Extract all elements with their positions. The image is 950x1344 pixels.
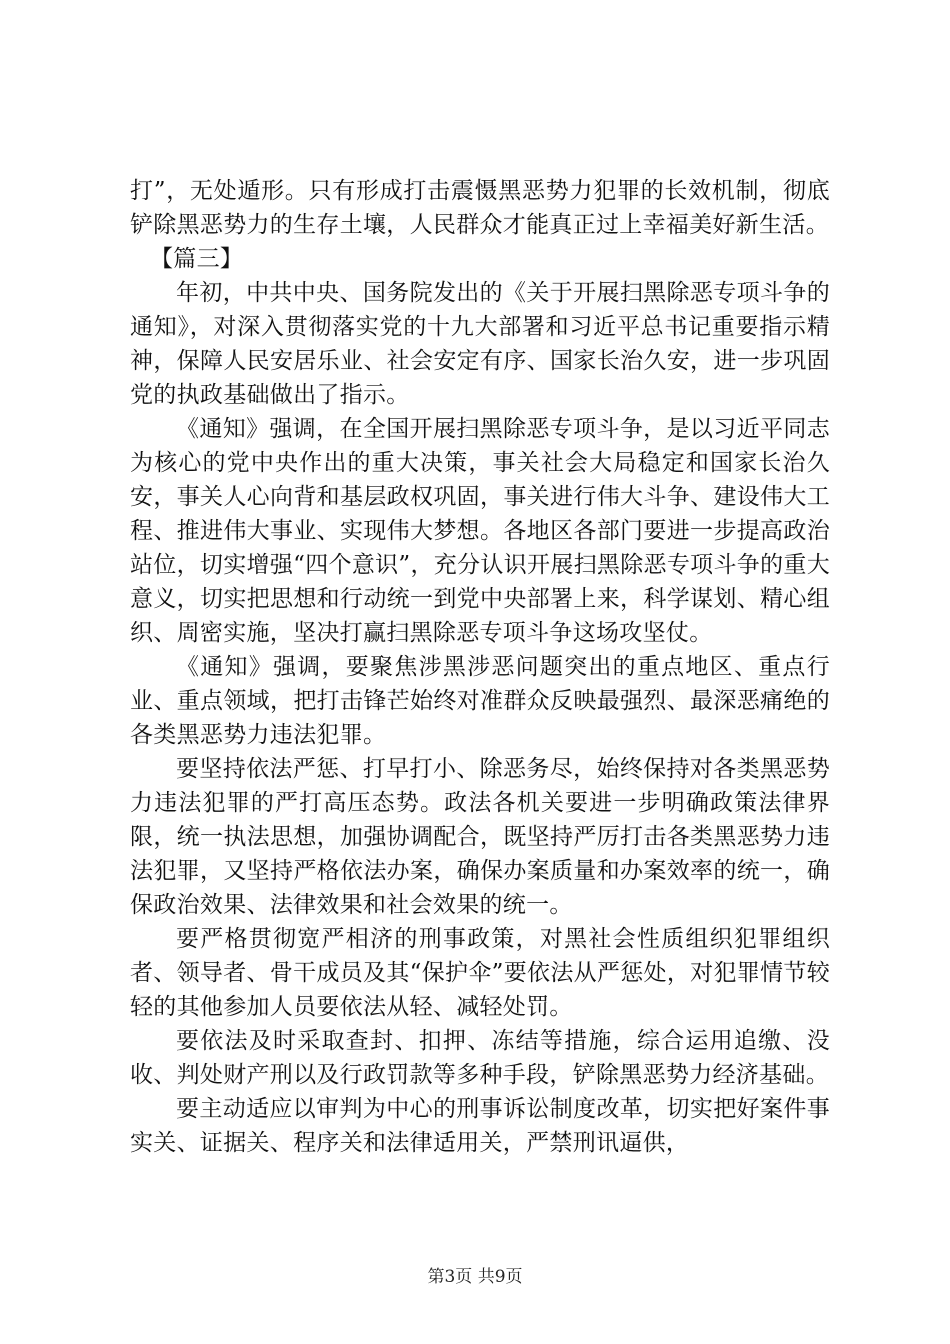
section-heading: 【篇三】 — [150, 246, 244, 272]
paragraph: 年初，中共中央、国务院发出的《关于开展扫黑除恶专项斗争的通知》，对深入贯彻落实党的十九大部署和习近平总书记重要指示精神，保障人民安居乐业、社会安定有序、国家长治久安，进一步巩固党的执政基础做出了指示。 — [130, 280, 830, 408]
paragraph: 《通知》强调，在全国开展扫黑除恶专项斗争，是以习近平同志为核心的党中央作出的重大决策，事关社会大局稳定和国家长治久安，事关人心向背和基层政权巩固，事关进行伟大斗争、建设伟大工程、推进伟大事业、实现伟大梦想。各地区各部门要进一步提高政治站位，切实增强“四个意识”，充分认识开展扫黑除恶专项斗争的重大意义，切实把思想和行动统一到党中央部署上来，科学谋划、精心组织、周密实施，坚决打赢扫黑除恶专项斗争这场攻坚仗。 — [130, 416, 830, 646]
paragraph-continuation: 打”，无处遁形。只有形成打击震慑黑恶势力犯罪的长效机制，彻底铲除黑恶势力的生存土壤，人民群众才能真正过上幸福美好新生活。 — [130, 178, 830, 238]
page-footer: 第3页 共9页 — [427, 1267, 523, 1287]
paragraph: 要依法及时采取查封、扣押、冻结等措施，综合运用追缴、没收、判处财产刑以及行政罚款等多种手段，铲除黑恶势力经济基础。 — [130, 1028, 830, 1088]
paragraph: 要主动适应以审判为中心的刑事诉讼制度改革，切实把好案件事实关、证据关、程序关和法律适用关，严禁刑讯逼供， — [130, 1096, 830, 1156]
paragraph: 要严格贯彻宽严相济的刑事政策，对黑社会性质组织犯罪组织者、领导者、骨干成员及其“保护伞”要依法从严惩处，对犯罪情节较轻的其他参加人员要依法从轻、减轻处罚。 — [130, 926, 830, 1020]
paragraph: 《通知》强调，要聚焦涉黑涉恶问题突出的重点地区、重点行业、重点领域，把打击锋芒始终对准群众反映最强烈、最深恶痛绝的各类黑恶势力违法犯罪。 — [130, 654, 830, 748]
document-body — [130, 174, 830, 1160]
paragraph: 要坚持依法严惩、打早打小、除恶务尽，始终保持对各类黑恶势力违法犯罪的严打高压态势。政法各机关要进一步明确政策法律界限，统一执法思想，加强协调配合，既坚持严厉打击各类黑恶势力违法犯罪，又坚持严格依法办案，确保办案质量和办案效率的统一，确保政治效果、法律效果和社会效果的统一。 — [130, 756, 830, 918]
